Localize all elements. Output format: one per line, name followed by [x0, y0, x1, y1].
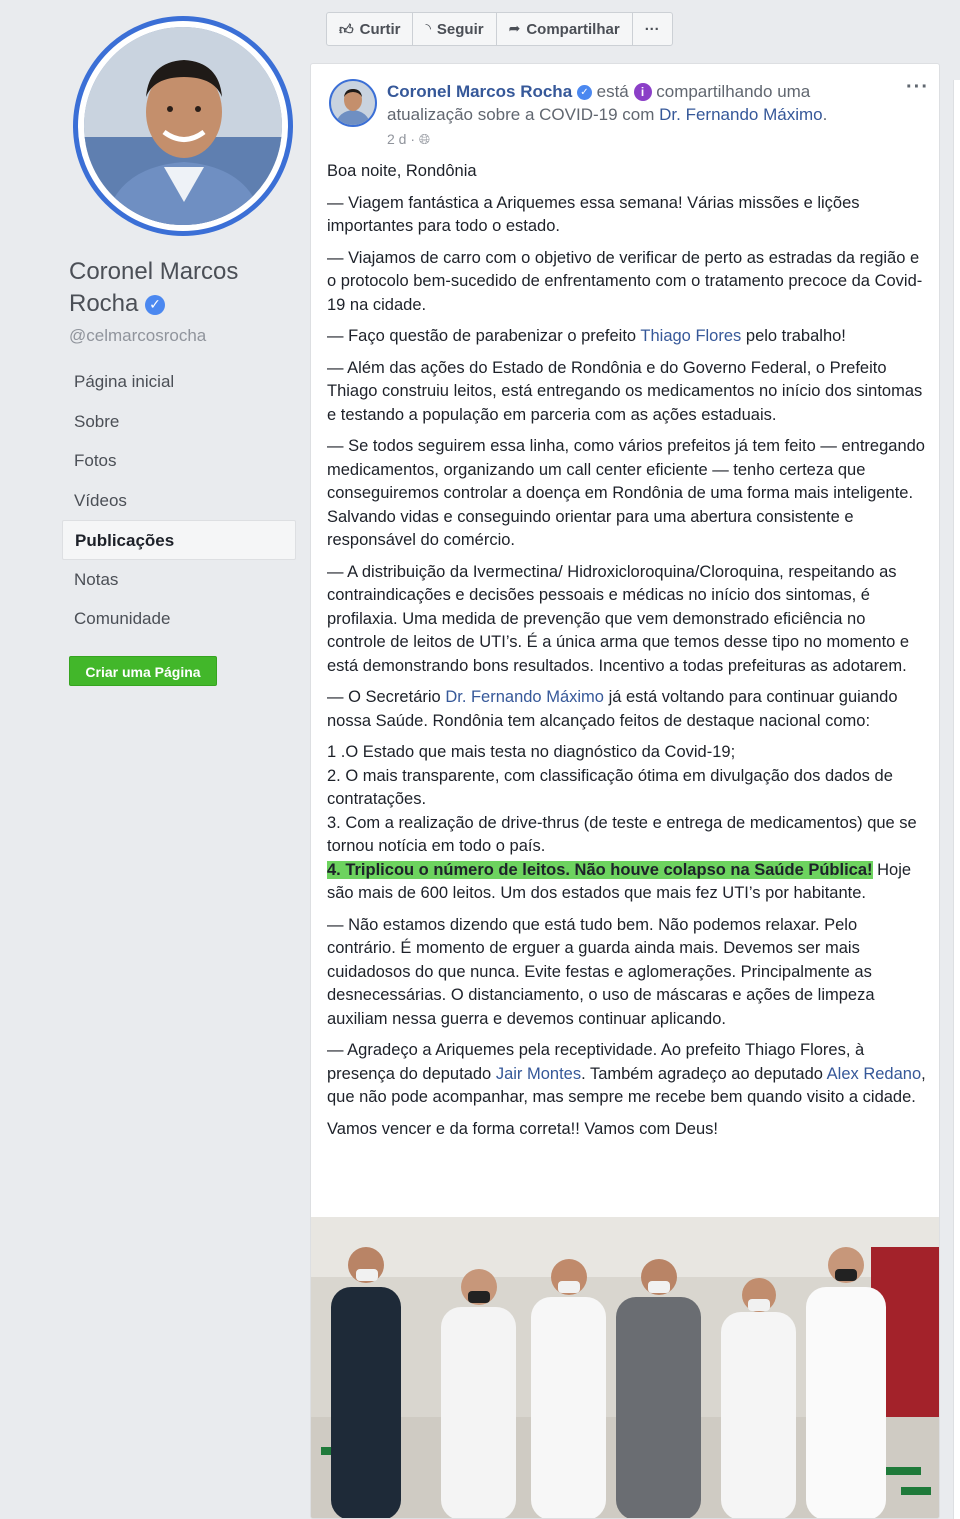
- post-paragraph: — Viagem fantástica a Ariquemes essa semana! Várias missões e lições importantes para todo o estado.: [327, 193, 860, 235]
- rss-icon: ◝: [425, 21, 431, 37]
- post-paragraph: — Não estamos dizendo que está tudo bem. Não podemos relaxar. Pelo contrário. É momento de erguer a guarda ainda mais. Devemos ser mais cuidadosos do que nunca. Evite festas e aglomerações. Principalmente as desnecessárias. O distanciamento, o uso de máscaras e ações de limpeza auxiliam nessa guerra e devemos continuar aplicando.: [327, 915, 875, 1028]
- list-item: 3. Com a realização de drive-thrus (de teste e entrega de medicamentos) que se tornou notícia em todo o país.: [327, 813, 917, 855]
- highlighted-text: 4. Triplicou o número de leitos. Não houve colapso na Saúde Pública!: [327, 860, 873, 879]
- post-paragraph: — Viajamos de carro com o objetivo de verificar de perto as estradas da região e o protocolo bem-sucedido de enfrentamento com o tratamento precoce da Covid-19 na cidade.: [327, 248, 923, 314]
- post-paragraph: — Se todos seguirem essa linha, como vários prefeitos já tem feito — entregando medicamentos, organizando um call center eficiente — tenho certeza que conseguiremos controlar a doença em Rondônia de uma forma mais inteligente. Salvando vidas e conseguindo orientar para uma abertura consistente e responsável do comércio.: [327, 437, 925, 549]
- info-icon[interactable]: i: [634, 83, 652, 101]
- post-card: [310, 63, 940, 1519]
- nav-item-home[interactable]: Página inicial: [74, 372, 175, 391]
- page-handle[interactable]: @celmarcosrocha: [69, 326, 207, 345]
- meta-separator: ·: [410, 131, 416, 147]
- paragraph-text: pelo trabalho!: [745, 327, 846, 345]
- post-paragraph: [327, 1039, 927, 1110]
- post-header: Coronel Marcos Rocha ✓ está i compartilhando uma atualização sobre a COVID-19 com Dr. Fernando Máximo.: [387, 82, 828, 124]
- post-paragraph: — A distribuição da Ivermectina/ Hidroxicloroquina/Cloroquina, respeitando as contraindicações e decisões pessoais e médicas no início dos sintomas, é profilaxia. Uma medida de prevenção que vem demonstrado eficiência no controle de leitos de UTI’s. É a única arma que temos desse tipo no momento e está demonstrando bons resultados. Incentivo a todas prefeituras as adotarem.: [327, 562, 910, 675]
- share-button[interactable]: [497, 13, 633, 45]
- mention-link[interactable]: Thiago Flores: [640, 327, 742, 345]
- mention-link[interactable]: Alex Redano: [826, 1064, 922, 1083]
- nav-item-posts[interactable]: Publicações: [62, 520, 296, 560]
- right-column-edge: [953, 80, 960, 1519]
- post-menu-button[interactable]: ···: [906, 76, 929, 98]
- post-author-avatar[interactable]: [329, 79, 377, 127]
- verified-badge-icon: ✓: [145, 295, 165, 315]
- post-photo[interactable]: [311, 1217, 940, 1519]
- follow-button[interactable]: [413, 13, 496, 45]
- page-nav: [62, 362, 296, 639]
- verified-badge-icon: ✓: [577, 85, 592, 100]
- like-button[interactable]: [327, 13, 413, 45]
- nav-item-videos[interactable]: Vídeos: [74, 490, 127, 510]
- post-meta: [387, 131, 430, 148]
- tagged-person-link[interactable]: Dr. Fernando Máximo: [659, 105, 823, 124]
- post-paragraph: [327, 325, 927, 349]
- post-paragraph: [327, 686, 927, 733]
- list-item: Hoje são mais de 600 leitos. Um dos estados que mais fez UTI’s por habitante.: [327, 860, 912, 902]
- post-text: [327, 160, 927, 1149]
- paragraph-text: , que não pode acompanhar, mas sempre me recebe bem quando visito a cidade.: [327, 1064, 926, 1106]
- profile-picture[interactable]: [73, 16, 293, 236]
- page-action-bar: [326, 12, 673, 46]
- paragraph-text: — Faço questão de parabenizar o prefeito: [327, 327, 637, 345]
- profile-photo: [84, 27, 282, 225]
- share-arrow-icon: ➦: [508, 21, 521, 37]
- post-list: [327, 741, 927, 906]
- nav-item-notes[interactable]: Notas: [74, 569, 119, 589]
- paragraph-text: — Agradeço a Ariquemes pela receptividade. Ao prefeito Thiago Flores, à presença do deputado: [327, 1041, 865, 1083]
- share-label: Compartilhar: [526, 20, 620, 38]
- thumbs-up-icon: 👍︎: [339, 21, 354, 38]
- like-label: Curtir: [359, 20, 401, 38]
- page-name-line2: Rocha: [69, 290, 139, 317]
- more-label: ···: [644, 20, 660, 38]
- paragraph-text: — O Secretário: [327, 688, 441, 706]
- follow-label: Seguir: [436, 20, 484, 38]
- post-timestamp[interactable]: 2 d: [387, 131, 407, 147]
- globe-icon: 🌐︎: [418, 132, 431, 148]
- create-page-button[interactable]: Criar uma Página: [69, 656, 217, 686]
- post-closing: Vamos vencer e da forma correta!! Vamos com Deus!: [327, 1119, 718, 1138]
- paragraph-text: já está voltando para continuar guiando nossa Saúde. Rondônia tem alcançado feitos de destaque nacional como:: [327, 688, 898, 730]
- mention-link[interactable]: Jair Montes: [495, 1064, 582, 1083]
- list-item: 1 .O Estado que mais testa no diagnóstico da Covid-19;: [327, 743, 736, 761]
- nav-item-community[interactable]: Comunidade: [74, 609, 171, 628]
- nav-item-photos[interactable]: Fotos: [74, 451, 117, 470]
- paragraph-text: . Também agradeço ao deputado: [581, 1064, 823, 1083]
- post-activity: compartilhando uma atualização sobre a COVID-19 com: [387, 82, 811, 124]
- list-item: 2. O mais transparente, com classificação ótima em divulgação dos dados de contratações.: [327, 766, 893, 808]
- post-paragraph: — Além das ações do Estado de Rondônia e do Governo Federal, o Prefeito Thiago construiu leitos, está entregando os medicamentos no início dos sintomas e testando a população em parceria com as ações estaduais.: [327, 358, 923, 424]
- page-name-line1: Coronel Marcos: [69, 258, 239, 285]
- page-name[interactable]: [69, 256, 299, 320]
- more-options-button[interactable]: [633, 13, 672, 45]
- mention-link[interactable]: Dr. Fernando Máximo: [445, 688, 604, 706]
- post-greeting: Boa noite, Rondônia: [327, 162, 477, 180]
- post-author-name[interactable]: Coronel Marcos Rocha: [387, 82, 573, 101]
- post-verb: está: [596, 82, 629, 101]
- nav-item-about[interactable]: Sobre: [74, 411, 120, 431]
